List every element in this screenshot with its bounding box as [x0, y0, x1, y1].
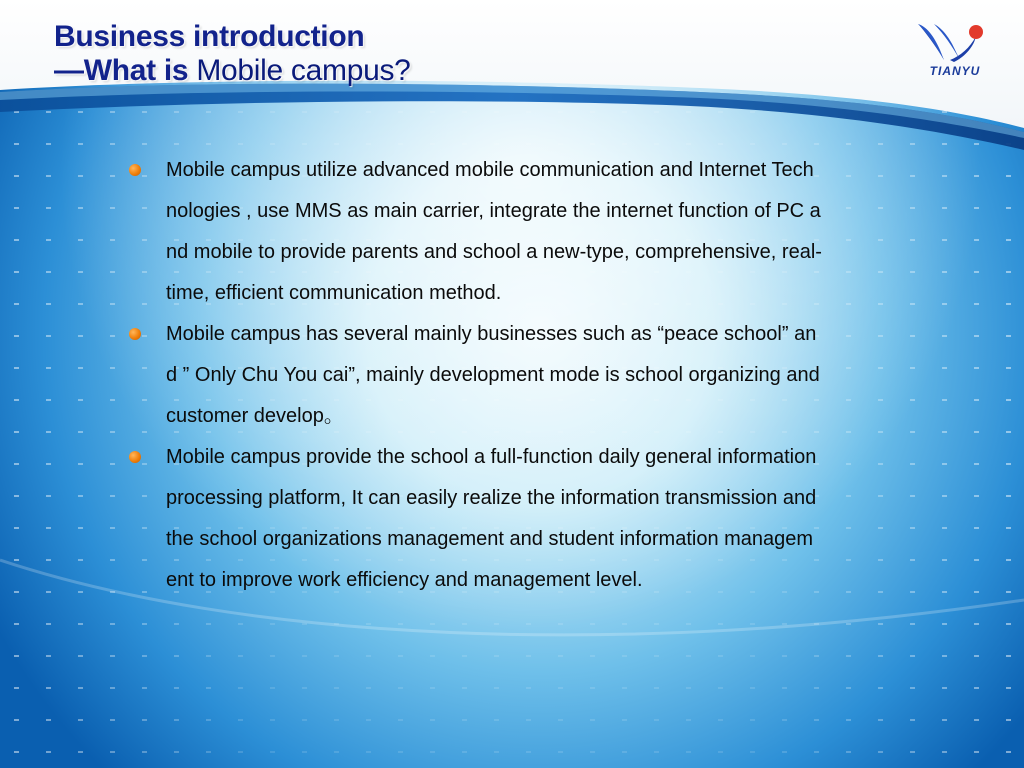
- bullet-line: ent to improve work efficiency and management level.: [166, 569, 643, 591]
- bullet-item: [128, 150, 918, 314]
- subtitle-prefix: —What is: [54, 54, 197, 87]
- logo-wordmark: TIANYU: [929, 64, 981, 78]
- bullet-line: the school organizations management and student information managem: [166, 528, 814, 550]
- slide-subtitle: [54, 54, 411, 88]
- slide-title: Business introduction: [54, 20, 365, 53]
- bullet-line: nd mobile to provide parents and school a new-type, comprehensive, real-: [166, 241, 822, 263]
- bullet-line: time, efficient communication method.: [166, 282, 502, 304]
- bullet-line: d ” Only Chu You cai”, mainly development mode is school organizing and: [166, 364, 820, 386]
- bullet-line: customer develop。: [166, 405, 344, 427]
- bullet-dot-icon: [129, 164, 141, 176]
- subtitle-suffix: Mobile campus?: [196, 54, 411, 87]
- bullet-list: [128, 150, 918, 601]
- bullet-line: Mobile campus has several mainly businesses such as “peace school” an: [166, 323, 817, 345]
- title-block: [54, 20, 411, 88]
- bullet-item: [128, 314, 918, 437]
- bullet-line: nologies , use MMS as main carrier, integrate the internet function of PC a: [166, 200, 821, 222]
- bullet-line: Mobile campus utilize advanced mobile communication and Internet Tech: [166, 159, 814, 181]
- bullet-line: processing platform, It can easily realize the information transmission and: [166, 487, 817, 509]
- bullet-dot-icon: [129, 451, 141, 463]
- bullet-item: [128, 437, 918, 601]
- bullet-line: Mobile campus provide the school a full-function daily general information: [166, 446, 817, 468]
- bullet-dot-icon: [129, 328, 141, 340]
